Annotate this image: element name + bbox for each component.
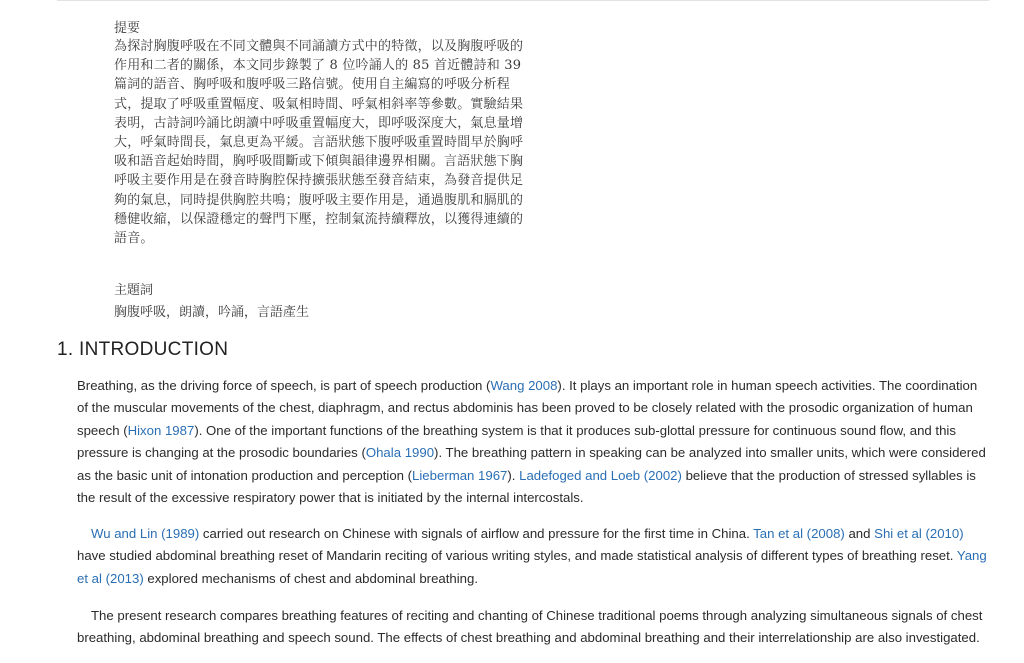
paragraph-text: The present research compares breathing features of reciting and chanting of Chinese traditional poems through analyzing simultaneous signals of chest breathing, abdominal breathing and speech sound. The effects of chest breathing and abdominal breathing and their interrelationship are also investigated. [77,608,983,646]
keywords-list: 胸腹呼吸，朗讀，吟誦，言語產生 [114,305,310,320]
abstract-block [114,20,532,248]
section-title: 1. INTRODUCTION [57,339,229,360]
citation-link-ohala-1990[interactable]: Ohala 1990 [365,445,435,461]
citation-link-hixon-1987[interactable]: Hixon 1987 [127,422,195,438]
citation-link-tan-2008[interactable]: Tan et al (2008) [753,526,845,541]
intro-paragraph-1 [77,375,989,509]
paragraph-text: Breathing, as the driving force of speech, is part of speech production ( [77,378,491,393]
paragraph-text: carried out research on Chinese with signals of airflow and pressure for the first time in China. [199,526,754,541]
paragraph-text: ). One of the important functions of the breathing system is that it produces sub-glottal pressure for continuous sound flow, and this pressure is changing at the prosodic boundaries ( [77,422,956,461]
citation-link-wang-2008[interactable]: Wang 2008 [490,378,558,393]
paragraph-text: believe that the production of stressed syllables is the result of the excessive respiratory power that is initiated by the internal intercostals. [77,467,976,506]
citation-link-lieberman-1967[interactable]: Lieberman 1967 [412,467,508,483]
abstract-body: 為探討胸腹呼吸在不同文體與不同誦讀方式中的特徵，以及胸腹呼吸的作用和二者的關係，本文同步錄製了 8 位吟誦人的 85 首近體詩和 39 篇詞的語音、胸呼吸和腹呼吸三路信號。使用自主編寫的呼吸分析程式，提取了呼吸重置幅度、吸氣相時間、呼氣相斜率等參數。實驗結果表明，古詩詞吟誦比朗讀中呼吸重置幅度大，即呼吸深度大，氣息量增大，呼氣時間長，氣息更為平緩。言語狀態下腹呼吸重置時間早於胸呼吸和語音起始時間，胸呼吸間斷或下傾與韻律邊界相關。言語狀態下胸呼吸主要作用是在發音時胸腔保持擴張狀態至發音結束，為發音提供足夠的氣息，同時提供胸腔共鳴；腹呼吸主要作用是，通過腹肌和膈肌的穩健收縮，以保證穩定的聲門下壓，控制氣流持續釋放，以獲得連續的語音。 [114,39,524,247]
intro-paragraph-3 [77,605,989,650]
paragraph-text: ). The breathing pattern in speaking can be analyzed into smaller units, which were considered as the basic unit of intonation production and perception ( [77,445,986,483]
paragraph-text: have studied abdominal breathing reset of Mandarin reciting of various writing styles, and made statistical analysis of different types of breathing reset. [77,548,957,564]
paragraph-text: and [844,526,875,541]
citation-link-shi-2010[interactable]: Shi et al (2010) [874,526,964,541]
paragraph-text: explored mechanisms of chest and abdominal breathing. [143,570,478,586]
citation-link-wu-lin-1989[interactable]: Wu and Lin (1989) [91,526,200,541]
citation-link-ladefoged-loeb-2002[interactable]: Ladefoged and Loeb (2002) [519,467,682,483]
paragraph-text: ). It plays an important role in human speech activities. The coordination of the muscular movements of the chest, diaphragm, and rectus abdominis has been proved to be closely related with the prosodic organization of human speech ( [77,378,978,438]
abstract-heading: 提要 [114,21,141,36]
keywords-heading: 主題詞 [114,283,154,298]
top-divider [57,0,989,1]
intro-paragraph-2 [77,523,989,590]
paragraph-text: ). [507,467,520,483]
citation-link-yang-2013[interactable]: Yang et al (2013) [77,548,987,586]
